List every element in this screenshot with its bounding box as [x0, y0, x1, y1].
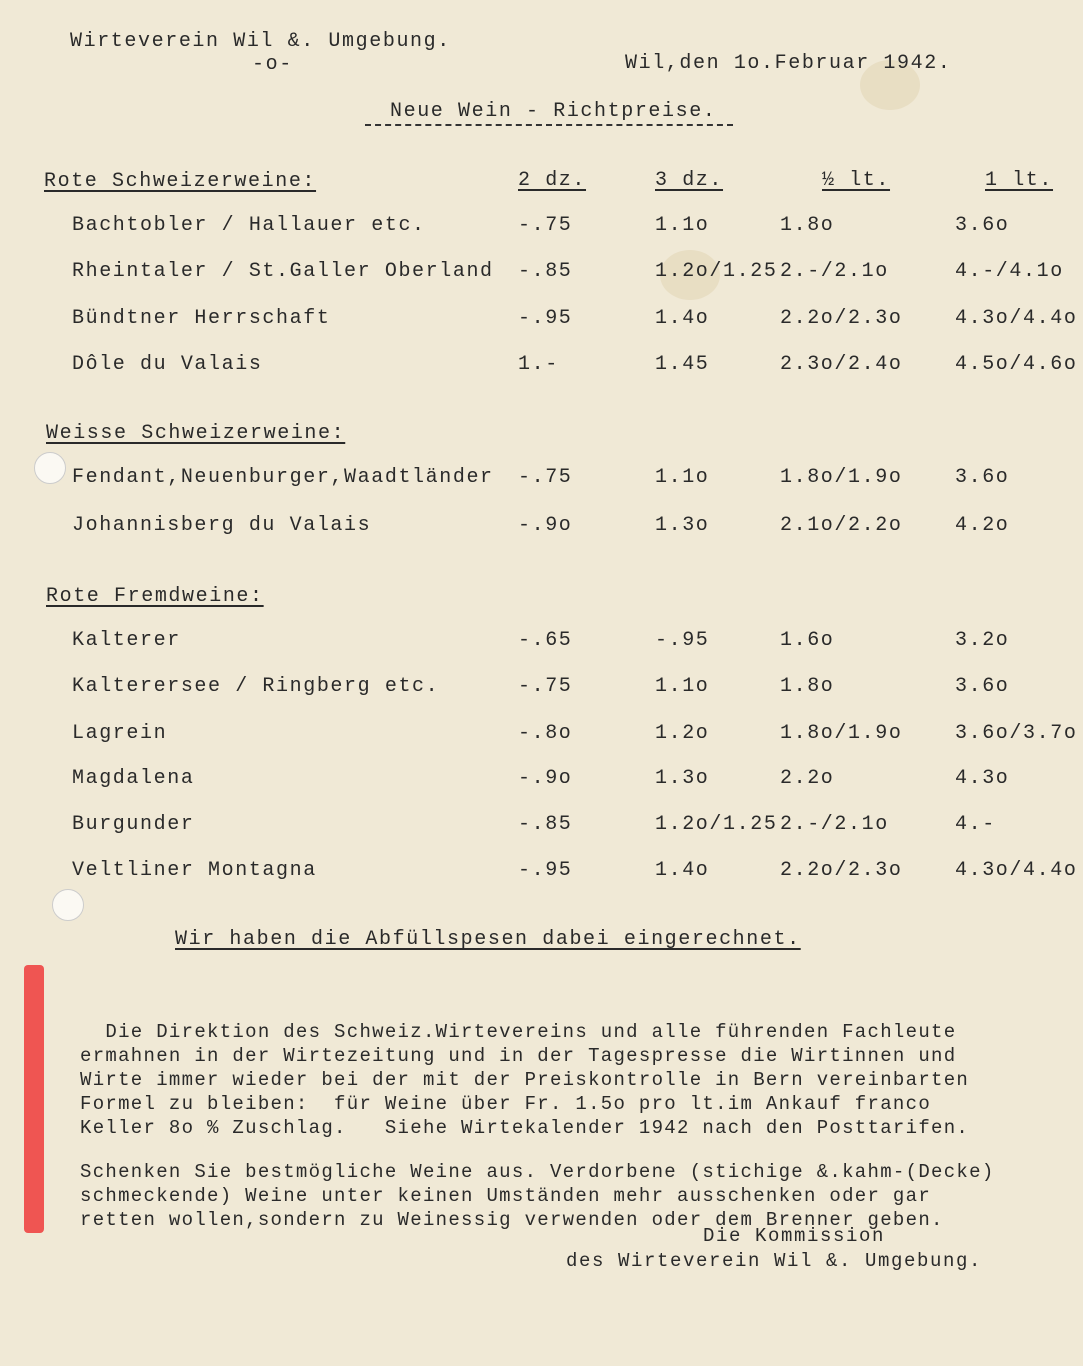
- price-half-liter: 2.3o/2.4o: [780, 353, 903, 376]
- paragraph-line: Formel zu bleiben: für Weine über Fr. 1.5o pro lt.im Ankauf franco: [80, 1093, 932, 1115]
- price-half-liter: 2.-/2.1o: [780, 260, 889, 283]
- wine-name: Kalterer: [72, 629, 181, 652]
- price-half-liter: 1.8o: [780, 214, 835, 237]
- note-line: Wir haben die Abfüllspesen dabei eingerechnet.: [175, 928, 801, 951]
- price-2dz: -.8o: [518, 722, 573, 745]
- price-2dz: -.65: [518, 629, 573, 652]
- wine-name: Rheintaler / St.Galler Oberland: [72, 260, 494, 283]
- price-half-liter: 1.8o: [780, 675, 835, 698]
- paragraph-line: Wirte immer wieder bei der mit der Preiskontrolle in Bern vereinbarten: [80, 1069, 970, 1091]
- price-3dz: 1.3o: [655, 767, 710, 790]
- price-2dz: -.9o: [518, 767, 573, 790]
- price-3dz: 1.1o: [655, 675, 710, 698]
- section-heading: Rote Fremdweine:: [46, 585, 264, 608]
- price-liter: 4.3o/4.4o: [955, 307, 1078, 330]
- paragraph-line: retten wollen,sondern zu Weinessig verwenden oder dem Brenner geben.: [80, 1209, 944, 1231]
- price-3dz: -.95: [655, 629, 710, 652]
- org-separator: -o-: [252, 53, 293, 76]
- paragraph-line: schmeckende) Weine unter keinen Umständen mehr ausschenken oder gar: [80, 1185, 932, 1207]
- column-header-3dz: 3 dz.: [655, 169, 724, 192]
- price-liter: 4.3o: [955, 767, 1010, 790]
- price-3dz: 1.4o: [655, 307, 710, 330]
- wine-name: Burgunder: [72, 813, 195, 836]
- price-liter: 3.2o: [955, 629, 1010, 652]
- price-3dz: 1.2o: [655, 722, 710, 745]
- price-half-liter: 1.8o/1.9o: [780, 466, 903, 489]
- wine-name: Magdalena: [72, 767, 195, 790]
- price-2dz: -.95: [518, 859, 573, 882]
- price-half-liter: 1.6o: [780, 629, 835, 652]
- price-half-liter: 2.2o/2.3o: [780, 307, 903, 330]
- wine-name: Bachtobler / Hallauer etc.: [72, 214, 426, 237]
- paragraph-line: Keller 8o % Zuschlag. Siehe Wirtekalender 1942 nach den Posttarifen.: [80, 1117, 970, 1139]
- price-3dz: 1.2o/1.25: [655, 260, 778, 283]
- paragraph-line: ermahnen in der Wirtezeitung und in der Tagespresse die Wirtinnen und: [80, 1045, 957, 1067]
- price-liter: 4.2o: [955, 514, 1010, 537]
- price-3dz: 1.45: [655, 353, 710, 376]
- price-3dz: 1.3o: [655, 514, 710, 537]
- punch-hole: [34, 452, 66, 484]
- wine-name: Bündtner Herrschaft: [72, 307, 331, 330]
- title-underline: [365, 124, 733, 126]
- price-3dz: 1.2o/1.25: [655, 813, 778, 836]
- wine-name: Lagrein: [72, 722, 168, 745]
- wine-name: Dôle du Valais: [72, 353, 263, 376]
- price-liter: 4.-: [955, 813, 996, 836]
- price-liter: 4.5o/4.6o: [955, 353, 1078, 376]
- price-2dz: -.85: [518, 260, 573, 283]
- price-half-liter: 2.2o/2.3o: [780, 859, 903, 882]
- price-half-liter: 1.8o/1.9o: [780, 722, 903, 745]
- column-header-half-liter: ½ lt.: [822, 169, 891, 192]
- punch-hole: [52, 889, 84, 921]
- price-2dz: -.95: [518, 307, 573, 330]
- letter-date: Wil,den 1o.Februar 1942.: [625, 52, 952, 75]
- price-liter: 3.6o: [955, 214, 1010, 237]
- red-stamp-mark: [24, 965, 44, 1233]
- column-header-liter: 1 lt.: [985, 169, 1054, 192]
- price-liter: 4.-/4.1o: [955, 260, 1064, 283]
- signature-line-1: Die Kommission: [703, 1225, 886, 1247]
- wine-name: Kalterersee / Ringberg etc.: [72, 675, 440, 698]
- paragraph-line: Die Direktion des Schweiz.Wirtevereins und alle führenden Fachleute: [80, 1021, 957, 1043]
- section-heading: Rote Schweizerweine:: [44, 170, 317, 193]
- price-3dz: 1.1o: [655, 214, 710, 237]
- price-3dz: 1.4o: [655, 859, 710, 882]
- price-3dz: 1.1o: [655, 466, 710, 489]
- price-2dz: -.75: [518, 214, 573, 237]
- price-half-liter: 2.2o: [780, 767, 835, 790]
- price-2dz: -.75: [518, 466, 573, 489]
- signature-line-2: des Wirteverein Wil &. Umgebung.: [566, 1250, 983, 1272]
- wine-name: Veltliner Montagna: [72, 859, 317, 882]
- price-half-liter: 2.-/2.1o: [780, 813, 889, 836]
- price-liter: 3.6o: [955, 675, 1010, 698]
- price-liter: 3.6o: [955, 466, 1010, 489]
- paragraph-line: Schenken Sie bestmögliche Weine aus. Verdorbene (stichige &.kahm-(Decke): [80, 1161, 995, 1183]
- price-half-liter: 2.1o/2.2o: [780, 514, 903, 537]
- section-heading: Weisse Schweizerweine:: [46, 422, 346, 445]
- org-name: Wirteverein Wil &. Umgebung.: [70, 30, 451, 53]
- price-liter: 3.6o/3.7o: [955, 722, 1078, 745]
- price-2dz: -.85: [518, 813, 573, 836]
- price-2dz: 1.-: [518, 353, 559, 376]
- price-2dz: -.9o: [518, 514, 573, 537]
- price-2dz: -.75: [518, 675, 573, 698]
- column-header-2dz: 2 dz.: [518, 169, 587, 192]
- wine-name: Fendant,Neuenburger,Waadtländer: [72, 466, 494, 489]
- document-title: Neue Wein - Richtpreise.: [390, 100, 717, 123]
- wine-name: Johannisberg du Valais: [72, 514, 372, 537]
- price-liter: 4.3o/4.4o: [955, 859, 1078, 882]
